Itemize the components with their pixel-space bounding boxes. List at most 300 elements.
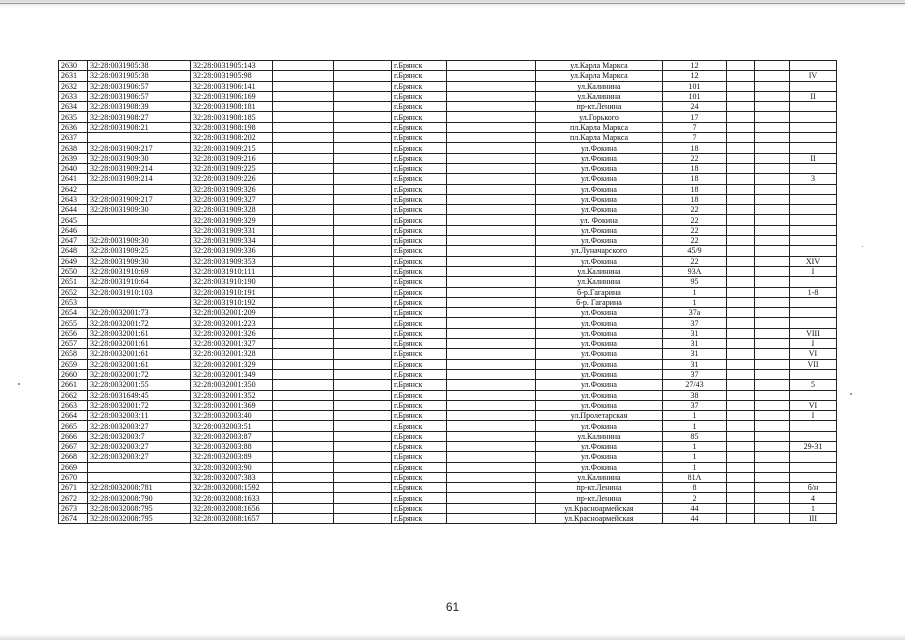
blank-col-11 [755, 112, 790, 122]
street: пр-кт.Ленина [536, 483, 663, 493]
table-row [59, 514, 837, 524]
city: г.Брянск [392, 483, 447, 493]
blank-col-4 [273, 256, 334, 266]
blank-col-5 [334, 452, 392, 462]
blank-col-10 [727, 452, 755, 462]
blank-col-4 [273, 277, 334, 287]
blank-col-11 [755, 102, 790, 112]
row-number: 2635 [59, 112, 88, 122]
object-cadastral-number: 32:28:0031910:190 [191, 277, 273, 287]
blank-col-5 [334, 390, 392, 400]
blank-col-5 [334, 266, 392, 276]
parcel-cadastral-number: 32:28:0032008:795 [88, 503, 191, 513]
table-row [59, 205, 837, 215]
blank-col-11 [755, 277, 790, 287]
blank-col-10 [727, 225, 755, 235]
city: г.Брянск [392, 102, 447, 112]
blank-col-5 [334, 318, 392, 328]
row-number: 2662 [59, 390, 88, 400]
blank-col-5 [334, 215, 392, 225]
premises-number [790, 369, 837, 379]
city: г.Брянск [392, 122, 447, 132]
premises-number [790, 472, 837, 482]
blank-col-4 [273, 349, 334, 359]
row-number: 2661 [59, 380, 88, 390]
blank-col-5 [334, 359, 392, 369]
blank-col-4 [273, 266, 334, 276]
parcel-cadastral-number: 32:28:0031906:57 [88, 81, 191, 91]
city: г.Брянск [392, 266, 447, 276]
blank-col-11 [755, 411, 790, 421]
blank-col-5 [334, 503, 392, 513]
blank-col-4 [273, 143, 334, 153]
street: ул.Фокина [536, 441, 663, 451]
blank-col-11 [755, 215, 790, 225]
house-number: 101 [663, 91, 727, 101]
street: ул.Фокина [536, 339, 663, 349]
city: г.Брянск [392, 287, 447, 297]
city: г.Брянск [392, 133, 447, 143]
city: г.Брянск [392, 297, 447, 307]
row-number: 2671 [59, 483, 88, 493]
table-row [59, 483, 837, 493]
parcel-cadastral-number [88, 297, 191, 307]
premises-number: III [790, 514, 837, 524]
blank-col-10 [727, 112, 755, 122]
premises-number [790, 431, 837, 441]
blank-col-7 [447, 472, 536, 482]
row-number: 2631 [59, 71, 88, 81]
table-row [59, 112, 837, 122]
parcel-cadastral-number: 32:28:0032003:11 [88, 411, 191, 421]
house-number: 1 [663, 452, 727, 462]
blank-col-7 [447, 431, 536, 441]
object-cadastral-number: 32:28:0031910:192 [191, 297, 273, 307]
blank-col-5 [334, 174, 392, 184]
blank-col-11 [755, 194, 790, 204]
city: г.Брянск [392, 277, 447, 287]
blank-col-11 [755, 174, 790, 184]
blank-col-5 [334, 81, 392, 91]
blank-col-11 [755, 71, 790, 81]
object-cadastral-number: 32:28:0032001:349 [191, 369, 273, 379]
blank-col-4 [273, 205, 334, 215]
blank-col-11 [755, 514, 790, 524]
blank-col-5 [334, 112, 392, 122]
parcel-cadastral-number: 32:28:0032001:73 [88, 308, 191, 318]
blank-col-10 [727, 163, 755, 173]
city: г.Брянск [392, 225, 447, 235]
blank-col-10 [727, 514, 755, 524]
city: г.Брянск [392, 61, 447, 71]
blank-col-7 [447, 163, 536, 173]
city: г.Брянск [392, 153, 447, 163]
blank-col-4 [273, 225, 334, 235]
parcel-cadastral-number: 32:28:0031906:57 [88, 91, 191, 101]
table-row [59, 339, 837, 349]
premises-number: 5 [790, 380, 837, 390]
house-number: 1 [663, 287, 727, 297]
blank-col-5 [334, 143, 392, 153]
row-number: 2657 [59, 339, 88, 349]
blank-col-4 [273, 390, 334, 400]
row-number: 2646 [59, 225, 88, 235]
street: ул.Фокина [536, 153, 663, 163]
blank-col-10 [727, 369, 755, 379]
city: г.Брянск [392, 493, 447, 503]
city: г.Брянск [392, 91, 447, 101]
city: г.Брянск [392, 256, 447, 266]
street: ул.Фокина [536, 143, 663, 153]
blank-col-11 [755, 462, 790, 472]
object-cadastral-number: 32:28:0032001:223 [191, 318, 273, 328]
parcel-cadastral-number: 32:28:0032001:72 [88, 400, 191, 410]
street: ул.Фокина [536, 318, 663, 328]
blank-col-5 [334, 493, 392, 503]
blank-col-11 [755, 441, 790, 451]
blank-col-7 [447, 246, 536, 256]
street: ул.Горького [536, 112, 663, 122]
city: г.Брянск [392, 112, 447, 122]
blank-col-10 [727, 236, 755, 246]
parcel-cadastral-number: 32:28:0032001:55 [88, 380, 191, 390]
blank-col-7 [447, 215, 536, 225]
object-cadastral-number: 32:28:0031909:225 [191, 163, 273, 173]
blank-col-5 [334, 308, 392, 318]
premises-number: IV [790, 71, 837, 81]
parcel-cadastral-number: 32:28:0032003:27 [88, 421, 191, 431]
blank-col-5 [334, 205, 392, 215]
parcel-cadastral-number: 32:28:0032003:7 [88, 431, 191, 441]
row-number: 2660 [59, 369, 88, 379]
row-number: 2645 [59, 215, 88, 225]
city: г.Брянск [392, 431, 447, 441]
street: ул.Фокина [536, 380, 663, 390]
blank-col-7 [447, 256, 536, 266]
blank-col-10 [727, 359, 755, 369]
blank-col-10 [727, 431, 755, 441]
blank-col-5 [334, 225, 392, 235]
house-number: 31 [663, 359, 727, 369]
parcel-cadastral-number [88, 472, 191, 482]
street: ул.Фокина [536, 328, 663, 338]
blank-col-5 [334, 102, 392, 112]
street: б-р. Гагарина [536, 297, 663, 307]
street: ул.Фокина [536, 163, 663, 173]
street: ул.Фокина [536, 400, 663, 410]
blank-col-11 [755, 400, 790, 410]
city: г.Брянск [392, 349, 447, 359]
blank-col-10 [727, 380, 755, 390]
object-cadastral-number: 32:28:0031905:98 [191, 71, 273, 81]
table-row [59, 503, 837, 513]
blank-col-7 [447, 380, 536, 390]
parcel-cadastral-number: 32:28:0032008:795 [88, 514, 191, 524]
blank-col-10 [727, 472, 755, 482]
table-row [59, 163, 837, 173]
blank-col-11 [755, 143, 790, 153]
premises-number [790, 122, 837, 132]
table-row [59, 184, 837, 194]
blank-col-4 [273, 163, 334, 173]
blank-col-7 [447, 411, 536, 421]
table-row [59, 369, 837, 379]
blank-col-10 [727, 205, 755, 215]
blank-col-4 [273, 431, 334, 441]
blank-col-11 [755, 122, 790, 132]
street: ул.Фокина [536, 369, 663, 379]
row-number: 2632 [59, 81, 88, 91]
house-number: 37 [663, 318, 727, 328]
blank-col-4 [273, 514, 334, 524]
premises-number [790, 452, 837, 462]
table-row [59, 421, 837, 431]
street: ул.Фокина [536, 236, 663, 246]
street: ул.Калинина [536, 472, 663, 482]
object-cadastral-number: 32:28:0032003:88 [191, 441, 273, 451]
object-cadastral-number: 32:28:0031909:216 [191, 153, 273, 163]
blank-col-11 [755, 133, 790, 143]
street: ул.Фокина [536, 359, 663, 369]
street: ул.Фокина [536, 225, 663, 235]
street: ул.Калинина [536, 266, 663, 276]
blank-col-10 [727, 174, 755, 184]
blank-col-7 [447, 359, 536, 369]
blank-col-10 [727, 184, 755, 194]
blank-col-4 [273, 102, 334, 112]
blank-col-11 [755, 431, 790, 441]
blank-col-7 [447, 328, 536, 338]
house-number: 12 [663, 71, 727, 81]
object-cadastral-number: 32:28:0031906:169 [191, 91, 273, 101]
row-number: 2647 [59, 236, 88, 246]
house-number: 37 [663, 369, 727, 379]
blank-col-11 [755, 452, 790, 462]
parcel-cadastral-number [88, 215, 191, 225]
table-row [59, 143, 837, 153]
table-row [59, 287, 837, 297]
blank-col-10 [727, 339, 755, 349]
blank-col-5 [334, 256, 392, 266]
row-number: 2630 [59, 61, 88, 71]
object-cadastral-number: 32:28:0032003:51 [191, 421, 273, 431]
blank-col-7 [447, 400, 536, 410]
table-row [59, 452, 837, 462]
blank-col-10 [727, 503, 755, 513]
parcel-cadastral-number [88, 462, 191, 472]
blank-col-10 [727, 153, 755, 163]
parcel-cadastral-number: 32:28:0031910:69 [88, 266, 191, 276]
blank-col-5 [334, 91, 392, 101]
parcel-cadastral-number: 32:28:0031905:38 [88, 71, 191, 81]
premises-number [790, 297, 837, 307]
house-number: 7 [663, 122, 727, 132]
premises-number [790, 462, 837, 472]
city: г.Брянск [392, 194, 447, 204]
premises-number: XIV [790, 256, 837, 266]
table-row [59, 236, 837, 246]
street: пр-кт.Ленина [536, 493, 663, 503]
table-row [59, 328, 837, 338]
premises-number: 29-31 [790, 441, 837, 451]
row-number: 2673 [59, 503, 88, 513]
parcel-cadastral-number: 32:28:0032001:72 [88, 369, 191, 379]
parcel-cadastral-number: 32:28:0032008:781 [88, 483, 191, 493]
blank-col-7 [447, 308, 536, 318]
blank-col-5 [334, 194, 392, 204]
registry-body [59, 61, 837, 524]
table-row [59, 71, 837, 81]
street: ул.Карла Маркса [536, 71, 663, 81]
city: г.Брянск [392, 174, 447, 184]
city: г.Брянск [392, 400, 447, 410]
object-cadastral-number: 32:28:0031909:336 [191, 246, 273, 256]
blank-col-11 [755, 472, 790, 482]
table-row [59, 318, 837, 328]
blank-col-4 [273, 153, 334, 163]
blank-col-11 [755, 266, 790, 276]
blank-col-4 [273, 472, 334, 482]
property-registry-table [58, 60, 837, 524]
house-number: 44 [663, 514, 727, 524]
blank-col-4 [273, 318, 334, 328]
blank-col-5 [334, 133, 392, 143]
premises-number: VIII [790, 328, 837, 338]
object-cadastral-number: 32:28:0031909:329 [191, 215, 273, 225]
object-cadastral-number: 32:28:0031909:328 [191, 205, 273, 215]
house-number: 18 [663, 163, 727, 173]
row-number: 2663 [59, 400, 88, 410]
table-row [59, 91, 837, 101]
blank-col-7 [447, 493, 536, 503]
premises-number [790, 194, 837, 204]
object-cadastral-number: 32:28:0032001:369 [191, 400, 273, 410]
blank-col-7 [447, 503, 536, 513]
table-row [59, 411, 837, 421]
city: г.Брянск [392, 411, 447, 421]
blank-col-5 [334, 277, 392, 287]
table-row [59, 297, 837, 307]
city: г.Брянск [392, 308, 447, 318]
blank-col-10 [727, 256, 755, 266]
city: г.Брянск [392, 328, 447, 338]
house-number: 18 [663, 174, 727, 184]
row-number: 2668 [59, 452, 88, 462]
blank-col-4 [273, 184, 334, 194]
premises-number [790, 318, 837, 328]
blank-col-11 [755, 205, 790, 215]
blank-col-10 [727, 411, 755, 421]
blank-col-4 [273, 369, 334, 379]
blank-col-5 [334, 441, 392, 451]
house-number: 17 [663, 112, 727, 122]
premises-number: I [790, 266, 837, 276]
parcel-cadastral-number: 32:28:0031909:25 [88, 246, 191, 256]
blank-col-4 [273, 91, 334, 101]
street: ул.Калинина [536, 431, 663, 441]
house-number: 31 [663, 349, 727, 359]
row-number: 2659 [59, 359, 88, 369]
blank-col-7 [447, 462, 536, 472]
blank-col-10 [727, 266, 755, 276]
parcel-cadastral-number: 32:28:0031649:45 [88, 390, 191, 400]
blank-col-11 [755, 359, 790, 369]
blank-col-7 [447, 225, 536, 235]
object-cadastral-number: 32:28:0031908:198 [191, 122, 273, 132]
scan-speck [850, 393, 852, 395]
premises-number [790, 112, 837, 122]
blank-col-5 [334, 431, 392, 441]
blank-col-10 [727, 318, 755, 328]
row-number: 2648 [59, 246, 88, 256]
premises-number [790, 205, 837, 215]
blank-col-4 [273, 194, 334, 204]
blank-col-10 [727, 349, 755, 359]
blank-col-10 [727, 143, 755, 153]
blank-col-5 [334, 472, 392, 482]
blank-col-7 [447, 287, 536, 297]
blank-col-4 [273, 462, 334, 472]
scan-speck [862, 246, 863, 247]
blank-col-11 [755, 236, 790, 246]
blank-col-5 [334, 297, 392, 307]
row-number: 2652 [59, 287, 88, 297]
house-number: 31 [663, 328, 727, 338]
object-cadastral-number: 32:28:0031908:181 [191, 102, 273, 112]
street: ул.Калинина [536, 81, 663, 91]
blank-col-4 [273, 236, 334, 246]
object-cadastral-number: 32:28:0032007:383 [191, 472, 273, 482]
blank-col-5 [334, 122, 392, 132]
parcel-cadastral-number: 32:28:0032003:27 [88, 452, 191, 462]
blank-col-5 [334, 421, 392, 431]
blank-col-5 [334, 411, 392, 421]
table-row [59, 308, 837, 318]
object-cadastral-number: 32:28:0032001:209 [191, 308, 273, 318]
parcel-cadastral-number: 32:28:0032008:790 [88, 493, 191, 503]
blank-col-4 [273, 308, 334, 318]
blank-col-10 [727, 91, 755, 101]
house-number: 1 [663, 411, 727, 421]
blank-col-11 [755, 483, 790, 493]
blank-col-4 [273, 122, 334, 132]
blank-col-5 [334, 163, 392, 173]
blank-col-10 [727, 462, 755, 472]
blank-col-7 [447, 369, 536, 379]
premises-number [790, 277, 837, 287]
house-number: 37 [663, 400, 727, 410]
table-row [59, 493, 837, 503]
city: г.Брянск [392, 380, 447, 390]
blank-col-7 [447, 71, 536, 81]
house-number: 1 [663, 421, 727, 431]
city: г.Брянск [392, 339, 447, 349]
object-cadastral-number: 32:28:0031909:226 [191, 174, 273, 184]
premises-number [790, 184, 837, 194]
city: г.Брянск [392, 441, 447, 451]
premises-number: 1 [790, 503, 837, 513]
premises-number [790, 61, 837, 71]
house-number: 44 [663, 503, 727, 513]
table-row [59, 122, 837, 132]
row-number: 2649 [59, 256, 88, 266]
blank-col-11 [755, 349, 790, 359]
house-number: 1 [663, 462, 727, 472]
blank-col-4 [273, 493, 334, 503]
table-row [59, 256, 837, 266]
blank-col-11 [755, 421, 790, 431]
blank-col-11 [755, 390, 790, 400]
